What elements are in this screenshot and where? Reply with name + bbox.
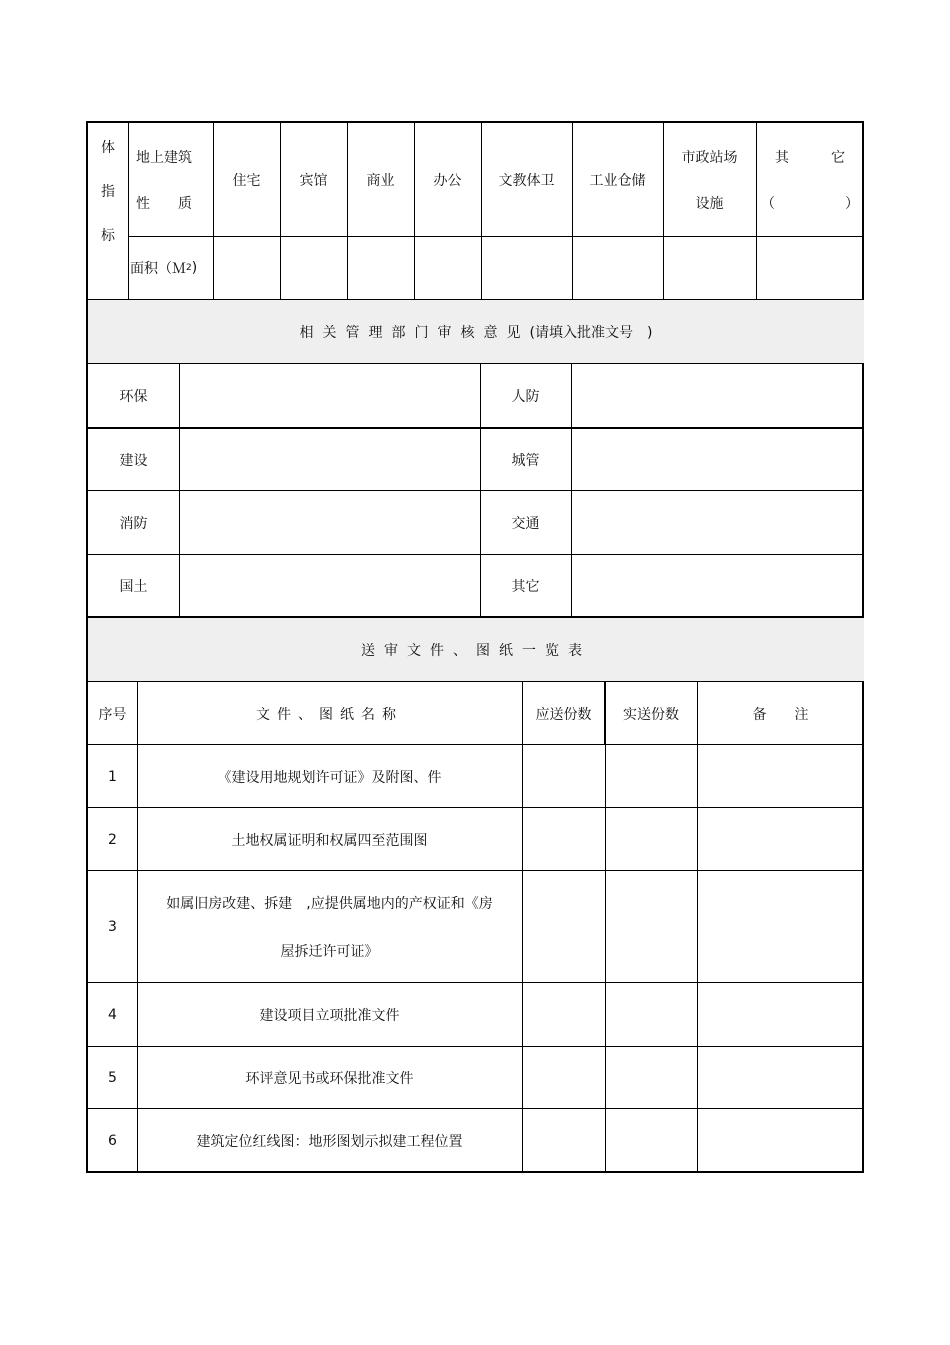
col-culture-education: 文教体卫 [498, 172, 555, 189]
building-nature-line1: 地上建筑 [136, 149, 192, 166]
area-label [128, 236, 213, 299]
indicator-side-label [88, 123, 128, 299]
review-dept-other: 其它 [511, 579, 540, 595]
col-municipal [663, 123, 756, 236]
side-label-char-3: 标 [101, 228, 115, 244]
review-dept-land: 国土 [119, 579, 148, 595]
building-nature-line2: 性 质 [136, 195, 192, 212]
docs-header-name-text: 文件、图纸名称 [256, 706, 403, 723]
review-opinion-urban-management[interactable] [571, 428, 864, 491]
docs-header-remark: 备 注 [752, 706, 809, 723]
docs-header-submitted: 实送份数 [623, 706, 679, 723]
col-residential: 住宅 [232, 172, 261, 189]
docs-row-5-name: 环评意见书或环保批准文件 [245, 1071, 414, 1087]
review-dept-environment: 环保 [119, 388, 148, 405]
col-other-line1: 其 它 [775, 149, 845, 166]
docs-row-3-seq: 3 [108, 919, 117, 935]
docs-row-2-name: 土地权属证明和权属四至范围图 [231, 832, 428, 849]
review-opinion-land[interactable] [179, 555, 480, 617]
col-municipal-line1: 市政站场 [681, 149, 738, 166]
docs-header-name [137, 682, 522, 745]
review-opinion-environment[interactable] [179, 364, 480, 427]
col-industrial-storage: 工业仓储 [589, 172, 646, 189]
docs-row-1-name: 《建设用地规划许可证》及附图、件 [217, 769, 442, 786]
review-title-text: 相关管理部门审核意见 [299, 324, 530, 341]
side-label-char-1: 体 [101, 140, 115, 156]
review-opinion-civil-defense[interactable] [571, 364, 864, 427]
docs-row-3-name [137, 871, 522, 983]
docs-row-6-name: 建筑定位红线图：地形图划示拟建工程位置 [196, 1134, 463, 1150]
docs-row-4-seq: 4 [108, 1007, 117, 1023]
area-label-text: 面积（Ｍ [130, 260, 186, 277]
docs-row-4-name: 建设项目立项批准文件 [259, 1008, 400, 1024]
col-office: 办公 [433, 172, 462, 189]
docs-title [88, 618, 864, 681]
building-nature-label [128, 123, 213, 236]
docs-header-required: 应送份数 [535, 706, 592, 723]
col-hotel: 宾馆 [299, 172, 328, 189]
review-title [88, 300, 864, 363]
docs-row-5-seq: 5 [108, 1070, 117, 1086]
docs-row-6-seq: 6 [108, 1133, 117, 1149]
col-other [756, 123, 864, 236]
side-label-char-2: 指 [101, 184, 115, 200]
review-dept-traffic: 交通 [511, 516, 540, 532]
review-opinion-traffic[interactable] [571, 491, 864, 555]
docs-title-text: 送审文件、图纸一览表 [361, 642, 591, 659]
area-label-sup: 2 [186, 262, 192, 273]
docs-row-1-seq: 1 [108, 768, 117, 785]
docs-row-3-name-line1: 如属旧房改建、拆建 ,应提供属地内的产权证和《房 [166, 896, 493, 912]
area-label-close: ) [191, 259, 198, 276]
review-dept-construction: 建设 [119, 452, 148, 469]
docs-header-seq: 序号 [98, 706, 127, 723]
review-dept-fire: 消防 [119, 516, 148, 532]
review-opinion-other[interactable] [571, 555, 864, 617]
docs-row-2-seq: 2 [108, 831, 117, 848]
review-opinion-construction[interactable] [179, 428, 480, 491]
col-other-line2: （ ） [761, 195, 859, 212]
review-dept-urban-management: 城管 [511, 452, 540, 469]
application-form-table [86, 121, 864, 1173]
col-commercial: 商业 [366, 172, 395, 189]
review-opinion-fire[interactable] [179, 491, 480, 555]
docs-row-3-name-line2: 屋拆迁许可证》 [280, 944, 379, 960]
review-dept-civil-defense: 人防 [511, 388, 540, 405]
col-municipal-line2: 设施 [695, 195, 724, 212]
review-title-suffix: (请填入批准文号 ) [529, 324, 653, 341]
